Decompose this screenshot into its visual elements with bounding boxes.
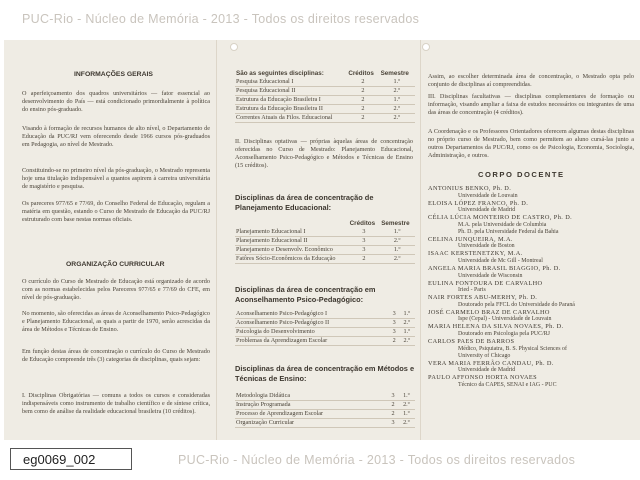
table-row: Aconselhamento Psico-Pedagógico II 3 2.º [235, 318, 415, 327]
section-title-corpo-docente: CORPO DOCENTE [478, 170, 565, 179]
faculty-item [428, 294, 638, 309]
section-title-metodos: Disciplinas da área de concentração em Métodos e Técnicas de Ensino: [235, 364, 415, 383]
aconselhamento-table [235, 310, 415, 346]
table-row: Planejamento Educacional II 3 2.º [235, 236, 415, 245]
watermark-top: PUC-Rio - Núcleo de Memória - 2013 - Todos os direitos reservados [22, 12, 420, 26]
faculty-item [428, 360, 638, 375]
watermark-bottom: PUC-Rio - Núcleo de Memória - 2013 - Todos os direitos reservados [178, 453, 576, 467]
obrigatorias-table [235, 70, 415, 123]
section-title-org: ORGANIZAÇÃO CURRICULAR [66, 261, 165, 268]
paragraph: II. Disciplinas optativas — próprias àquelas áreas de concentração oferecidas no Curso de Mestrado: Planejamento Educacional, Aconselhamento Psico-Pedagógico e Métodos e Técnicas de Ensino (15 créditos). [235, 138, 413, 170]
faculty-affiliation: Técnico da CAPES, SENAI e IAG - PUC [458, 381, 557, 388]
table-row: Aconselhamento Psico-Pedagógico I 3 1.º [235, 310, 415, 318]
faculty-list [428, 185, 638, 389]
table-row: Correntes Atuais da Filos. Educacional 2 2.º [235, 113, 415, 122]
faculty-name: EULINA FONTOURA DE CARVALHO [428, 279, 543, 287]
faculty-item [428, 214, 638, 236]
faculty-affiliation: M.A. pela Universidade de Columbia [458, 221, 547, 228]
faculty-name: MARIA HELENA DA SILVA NOVAES, Ph. D. [428, 323, 564, 331]
faculty-name: PAULO AFFONSO HORTA NOVAES [428, 374, 538, 382]
table-row: Organização Curricular 3 2.º [235, 418, 415, 427]
scanned-document [4, 40, 640, 440]
faculty-affiliation: Universidade de Madrid [458, 367, 516, 374]
faculty-name: ANTONIUS BENKO, Ph. D. [428, 185, 512, 192]
faculty-name: ANGELA MARIA BRASIL BIAGGIO, Ph. D. [428, 264, 561, 272]
faculty-name: ELOISA LÓPEZ FRANCO, Ph. D. [428, 199, 529, 207]
faculty-name: ISAAC KERSTENETZKY, M.A. [428, 250, 523, 258]
fold-line-1 [216, 40, 217, 440]
planejamento-table [235, 220, 415, 264]
section-title-planejamento: Disciplinas da área de concentração de Planejamento Educacional: [235, 193, 374, 212]
paragraph: Assim, ao escolher determinada área de concentração, o Mestrado opta pelo conjunto de disciplinas aí compreendidas. [428, 73, 634, 89]
faculty-name: CARLOS PAES DE BARROS [428, 337, 515, 345]
table-row: Estrutura da Educação Brasileira I 2 1.º [235, 95, 415, 104]
table-row: Pesquisa Educacional II 2 2.º [235, 86, 415, 95]
table-row: Fatôres Sócio-Econômicos da Educação 2 2.º [235, 254, 415, 263]
fold-line-2 [420, 40, 421, 440]
column-header: Créditos [349, 220, 376, 227]
paragraph: A Coordenação e os Professores Orientadores oferecem algumas destas disciplinas no próprio curso de Mestrado, bem como permitem ao aluno cursá-las junto a outros Departamentos da PUC/RJ, como os de Psicologia, Economia, Sociologia, Administração, e outros. [428, 128, 634, 160]
table-row: Problemas da Aprendizagem Escolar 2 2.º [235, 336, 415, 345]
faculty-item [428, 280, 638, 295]
table-row: Instrução Programada 2 2.º [235, 400, 415, 409]
table-row: Psicologia do Desenvolvimento 3 1.º [235, 327, 415, 336]
column-header: Semestre [381, 220, 410, 227]
faculty-item [428, 265, 638, 280]
faculty-affiliation: Universidade de Wisconsin [458, 272, 523, 279]
faculty-name: CÉLIA LÚCIA MONTEIRO DE CASTRO, Ph. D. [428, 214, 573, 222]
faculty-affiliation: Ispe (Cepal) - Universidade de Louvain [458, 316, 552, 323]
top-margin [0, 0, 640, 40]
column-header: Semestre [380, 70, 409, 77]
paragraph: Os pareceres 977/65 e 77/69, do Conselho Federal de Educação, regulam a matéria em questão, estando o Curso de Mestrado de Educação da PUC/RJ estruturado com base nestas normas oficiais. [22, 200, 210, 224]
table-row: Planejamento e Desenvolv. Econômico 3 1.º [235, 245, 415, 254]
faculty-item [428, 323, 638, 338]
faculty-affiliation: University of Chicago [458, 352, 511, 359]
punch-hole [422, 43, 430, 51]
faculty-item [428, 185, 638, 200]
faculty-item [428, 338, 638, 360]
paragraph: III. Disciplinas facultativas — disciplinas complementares de formação ou informação, visando ampliar a faixa de estudos necessários ou integrantes de uma das áreas de concentração (4 créditos). [428, 93, 634, 117]
paragraph: I. Disciplinas Obrigatórias — comuns a todos os cursos e consideradas indispensáveis como instrumento de trabalho científico e de síntese crítica, bem como de análise da realidade educacional brasileira (10 créditos). [22, 392, 210, 416]
column-header [235, 220, 349, 228]
faculty-affiliation: Universidade de Louvain [458, 192, 518, 199]
faculty-item [428, 236, 638, 251]
faculty-affiliation: Doutorado em Psicologia pela PUC/RJ [458, 330, 550, 337]
faculty-affiliation: Iried - Paris [458, 287, 486, 294]
section-title-info: INFORMAÇÕES GERAIS [74, 71, 153, 78]
paragraph: Em função destas áreas de concentração o currículo do Curso de Mestrado de Educação compreende três (3) categorias de disciplinas, quais sejam: [22, 348, 210, 364]
table-row: Metodologia Didática 3 1.º [235, 392, 415, 400]
faculty-affiliation: Médico, Psiquiatra, B. S. Physical Sciences of [458, 345, 567, 352]
section-title-aconselhamento: Disciplinas da área de concentração em Aconselhamento Psico-Pedagógico: [235, 285, 376, 304]
faculty-name: VERA MARIA FERRÃO CANDAU, Ph. D. [428, 359, 554, 367]
paragraph: Constituindo-se no primeiro nível da pós-graduação, o Mestrado representa hoje uma titulação indispensável a quantos aspirem à carreira universitária de magistério e pesquisa. [22, 167, 210, 191]
faculty-name: NAIR FORTES ABU-MERHY, Ph. D. [428, 294, 538, 302]
table-row: Estrutura da Educação Brasileira II 2 2.º [235, 104, 415, 113]
paragraph: Visando à formação de recursos humanos de alto nível, o Departamento de Educação da PUC/RJ vem oferecendo desde 1966 cursos pós-graduados em Pedagogia, ao nível de Mestrado. [22, 125, 210, 149]
faculty-affiliation: Universidade de Mc Gill - Montreal [458, 257, 543, 264]
faculty-affiliation: Ph. D. pela Universidade Federal da Bahia [458, 228, 559, 235]
punch-hole [230, 43, 238, 51]
faculty-affiliation: Universidade de Madrid [458, 207, 516, 214]
metodos-table [235, 392, 415, 428]
paragraph: O aperfeiçoamento dos quadros universitários — fator essencial ao desenvolvimento do País — está condicionado primordialmente à política do ensino pós-graduado. [22, 90, 210, 114]
paragraph: O currículo do Curso de Mestrado de Educação está organizado de acordo com as normas estabelecidas pelos Pareceres 977/65 e 77/69 do CFE, em nível de pós-graduação. [22, 278, 210, 302]
faculty-affiliation: Universidade de Boston [458, 243, 515, 250]
faculty-affiliation: Doutorado pela FFCL do Universidade do Paraná [458, 301, 575, 308]
faculty-item [428, 374, 638, 389]
document-id-label: eg0069_002 [10, 448, 132, 470]
faculty-name: JOSÉ CARMELO BRAZ DE CARVALHO [428, 308, 550, 316]
column-header: Créditos [348, 70, 374, 77]
table-row: Processo de Aprendizagem Escolar 2 1.º [235, 409, 415, 418]
faculty-item [428, 200, 638, 215]
faculty-item [428, 309, 638, 324]
faculty-name: CELINA JUNQUEIRA, M.A. [428, 235, 513, 243]
faculty-item [428, 250, 638, 265]
table-row: Pesquisa Educacional I 2 1.º [235, 78, 415, 86]
column-header: São as seguintes disciplinas: [236, 70, 324, 77]
paragraph: No momento, são oferecidas as áreas de Aconselhamento Psico-Pedagógico e Planejamento Educacional, as quais a partir de 1970, serão acrescidas da área de Métodos e Técnicas de Ensino. [22, 310, 210, 334]
table-row: Planejamento Educacional I 3 1.º [235, 228, 415, 236]
